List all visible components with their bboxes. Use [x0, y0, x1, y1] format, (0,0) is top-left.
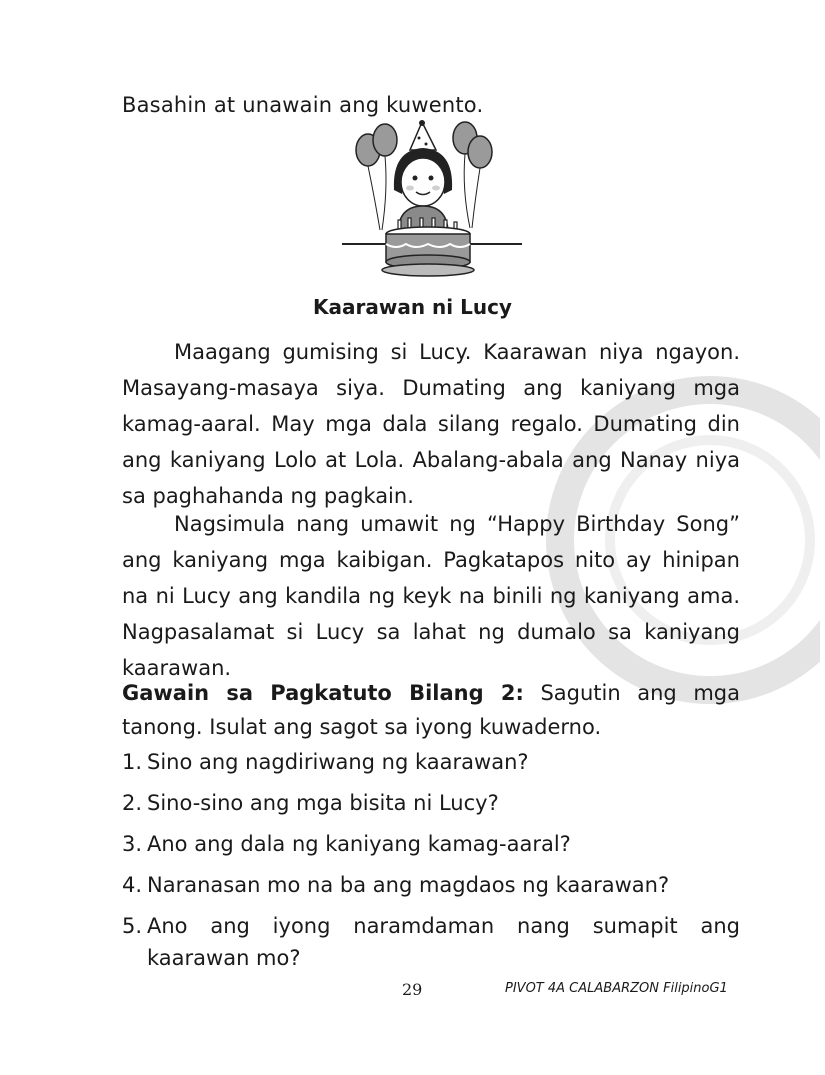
birthday-girl-cake-balloons-icon: [340, 120, 525, 280]
question-number: 5.: [122, 914, 143, 938]
story-paragraph-2: Nagsimula nang umawit ng “Happy Birthday Song” ang kaniyang mga kaibigan. Pagkatapos nito ay hinipan na ni Lucy ang kandila ng keyk na binili ng kaniyang ama. Nagpasalamat si Lucy sa lahat ng dumalo sa kaniyang kaarawan.: [122, 512, 740, 680]
page-number: 29: [402, 980, 423, 999]
question-number: 4.: [122, 873, 143, 897]
question-item: [122, 910, 740, 974]
activity-text: Sagutin ang mga tanong. Isulat ang sagot sa iyong kuwaderno.: [122, 681, 741, 739]
question-text: Sino ang nagdiriwang ng kaarawan?: [147, 750, 529, 774]
footer-source: PIVOT 4A CALABARZON FilipinoG1: [505, 981, 728, 996]
question-list: [122, 746, 740, 983]
question-number: 1.: [122, 750, 143, 774]
instruction-text: Basahin at unawain ang kuwento.: [122, 93, 484, 117]
question-item: [122, 787, 740, 819]
activity-instruction: [122, 676, 740, 744]
question-text: Naranasan mo na ba ang magdaos ng kaarawan?: [147, 873, 670, 897]
story-paragraph-1: Maagang gumising si Lucy. Kaarawan niya ngayon. Masayang-masaya siya. Dumating ang kaniyang mga kamag-aaral. May mga dala silang regalo. Dumating din ang kaniyang Lolo at Lola. Abalang-abala ang Nanay niya sa paghahanda ng pagkain.: [122, 340, 740, 508]
question-text: Sino-sino ang mga bisita ni Lucy?: [147, 791, 499, 815]
question-text: Ano ang iyong naramdaman nang sumapit ang kaarawan mo?: [147, 914, 740, 970]
question-text: Ano ang dala ng kaniyang kamag-aaral?: [147, 832, 571, 856]
question-number: 3.: [122, 832, 143, 856]
question-item: [122, 746, 740, 778]
activity-heading: Gawain sa Pagkatuto Bilang 2:: [122, 681, 524, 705]
question-item: [122, 828, 740, 860]
story-title: Kaarawan ni Lucy: [313, 295, 512, 319]
question-number: 2.: [122, 791, 143, 815]
question-item: [122, 869, 740, 901]
